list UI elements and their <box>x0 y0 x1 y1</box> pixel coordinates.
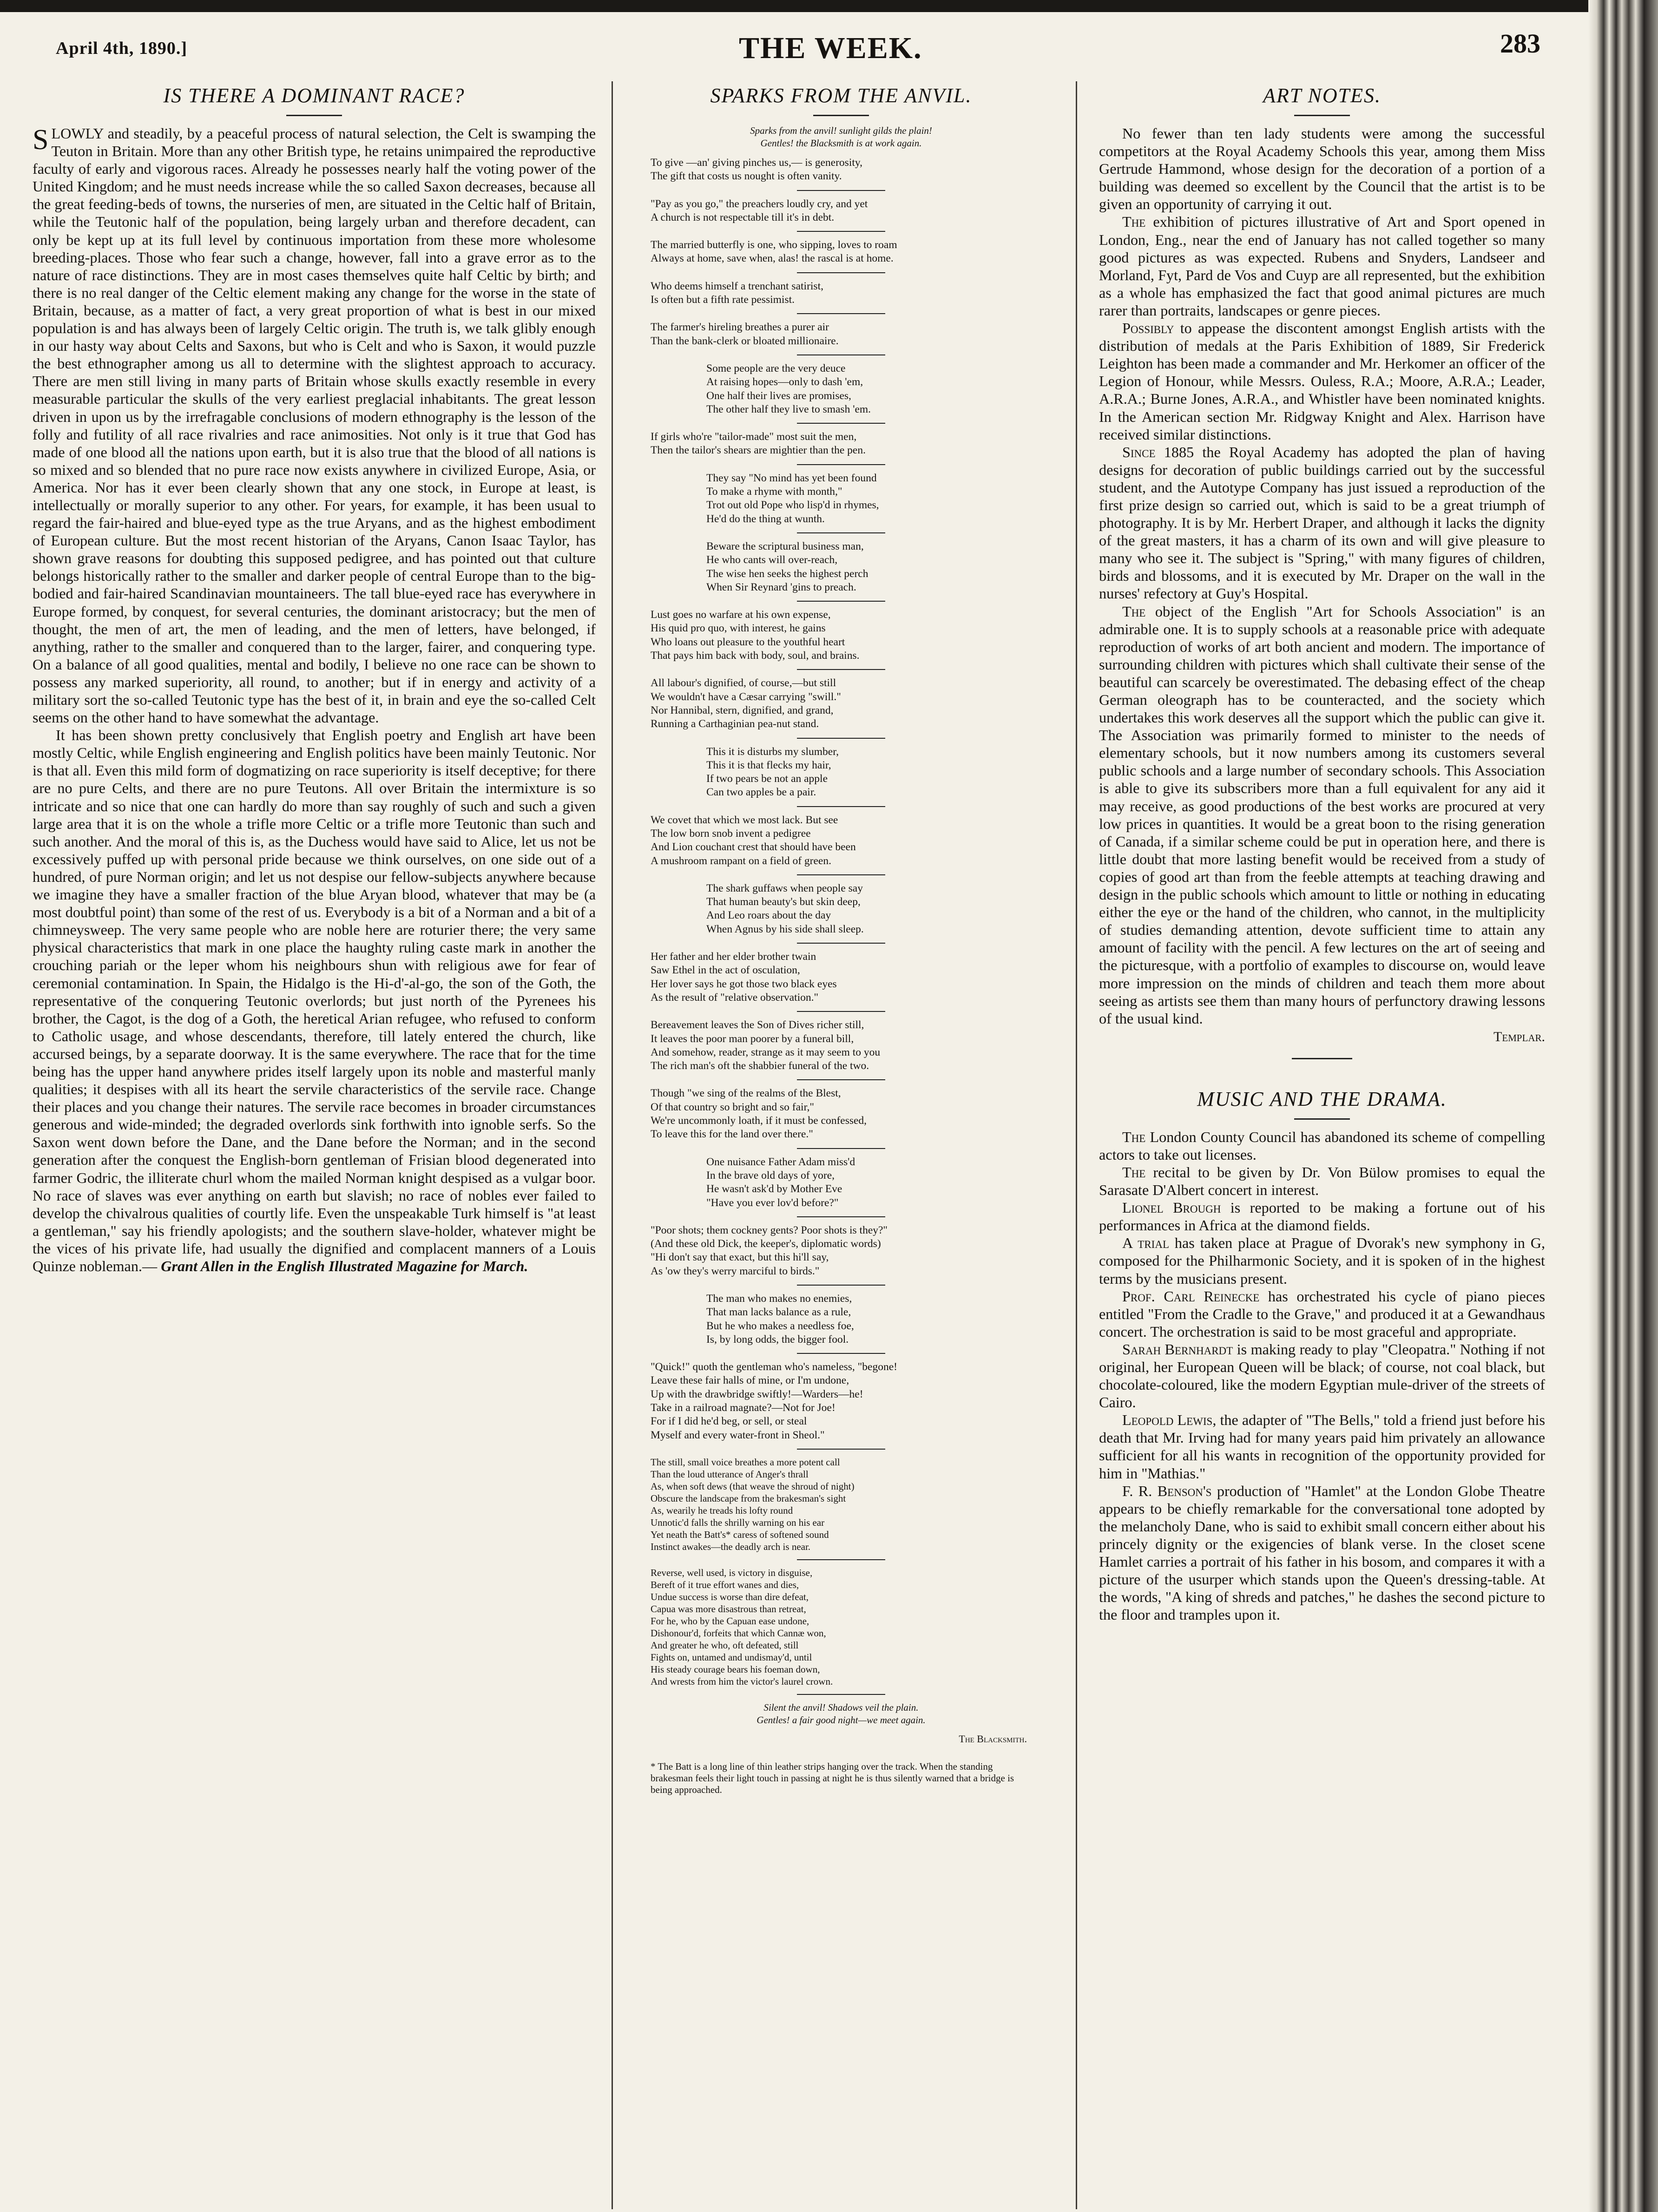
stanza-separator <box>797 1559 885 1560</box>
paragraph-lead: The <box>1122 1128 1146 1145</box>
verse-line: Beware the scriptural business man, <box>706 540 864 552</box>
verse-line: At raising hopes—only to dash 'em, <box>706 376 863 388</box>
music-drama-title: MUSIC AND THE DRAMA. <box>1197 1087 1447 1110</box>
stanza <box>651 238 1032 266</box>
stanza-separator <box>797 1216 885 1217</box>
verse-line: Though "we sing of the realms of the Blest, <box>651 1087 841 1100</box>
paragraph <box>1099 1234 1545 1287</box>
verse-line: Is often but a fifth rate pessimist. <box>651 294 795 306</box>
verse-line: Obscure the landscape from the brakesman's sight <box>651 1492 846 1504</box>
verse-line: Bereft of it true effort wanes and dies, <box>651 1579 799 1590</box>
verse-line: He wasn't ask'd by Mother Eve <box>706 1183 842 1195</box>
verse-line: We covet that which we most lack. But see <box>651 814 838 826</box>
paragraph <box>1099 1128 1545 1163</box>
verse-line: And Leo roars about the day <box>706 909 831 922</box>
verse-line: Unnotic'd falls the shrilly warning on his ear <box>651 1516 825 1528</box>
verse-line: That pays him back with body, soul, and brains. <box>651 650 860 662</box>
stanza-separator <box>797 190 885 191</box>
verse-line: The rich man's oft the shabbier funeral of the two. <box>651 1060 869 1072</box>
verse-line: As the result of "relative observation." <box>651 991 819 1004</box>
verse-line: They say "No mind has yet been found <box>706 472 877 484</box>
paragraph-lead: Prof. Carl Reinecke <box>1122 1287 1260 1305</box>
signature: The Blacksmith. <box>959 1733 1027 1745</box>
verse-line: One half their lives are promises, <box>706 389 851 402</box>
paragraph <box>1099 319 1545 443</box>
verse-line: To leave this for the land over there." <box>651 1128 813 1141</box>
verse-line: As 'ow they's werry marciful to birds." <box>651 1265 820 1277</box>
verse-line: That man lacks balance as a rule, <box>706 1306 851 1319</box>
paragraph-lead: The <box>1122 1163 1146 1181</box>
verse-line: Who deems himself a trenchant satirist, <box>651 280 823 292</box>
verse-line: And wrests from him the victor's laurel crown. <box>651 1675 833 1687</box>
stanza <box>651 362 1032 416</box>
paragraph <box>1099 125 1545 213</box>
stanza-separator <box>797 313 885 314</box>
art-notes-title: ART NOTES. <box>1263 84 1381 107</box>
paragraph-text: to appease the discontent amongst English artists with the distribution of medals at the Paris Exhibition of 1889, Sir Frederick Leighton has been made a commander and Mr. Herkomer an officer of the Legion of Honour, while Messrs. Ouless, R.A.; Moore, A.R.A.; Leader, A.R.A.; Burne Jones, A.R.A., and Whistler have been nominated knights. In the American section Mr. Ridgway Knight and Alex. Harrison have received similar distinctions. <box>1099 320 1545 443</box>
paragraph <box>1099 1482 1545 1624</box>
stanza-separator <box>797 874 885 875</box>
verse-line: Instinct awakes—the deadly arch is near. <box>651 1541 811 1552</box>
paragraph-text: the adapter of "The Bells," told a friend just before his death that Mr. Irving had for many years paid him privately an allowance sufficient for all his wants in recognition of the opportunity provided for him in "Mathias." <box>1099 1411 1545 1482</box>
paragraph-text: No fewer than ten lady students were among the successful competitors at the Royal Academy Schools this year, among them Miss Gertrude Hammond, whose design for the decoration of a portion of a building was deemed so excellent by the Council that the artist is to be given an opportunity of carrying it out. <box>1099 125 1545 213</box>
title-rule <box>286 115 342 116</box>
paragraph-lead: The <box>1122 603 1146 620</box>
verse-line: Than the loud utterance of Anger's thrall <box>651 1468 809 1480</box>
verse-line: Leave these fair halls of mine, or I'm undone, <box>651 1374 849 1387</box>
verse-line: Up with the drawbridge swiftly!—Warders—he! <box>651 1388 863 1400</box>
verse-line: This it is disturbs my slumber, <box>706 745 839 758</box>
stanza-separator <box>797 943 885 944</box>
verse-line: When Agnus by his side shall sleep. <box>706 923 864 935</box>
verse-line: For he, who by the Capuan ease undone, <box>651 1615 809 1627</box>
stanza <box>651 540 1032 594</box>
paragraph-text: exhibition of pictures illustrative of Art and Sport opened in London, Eng., near the end of January has not called together so many good pictures as was expected. Rubens and Snyders, Landseer and Morland, Fyt, Pard de Vos and Cuyp are all represented, but the exhibition as a whole has emphasized the fact that good animal pictures are much rarer than portraits, landscapes or genre pieces. <box>1099 213 1545 319</box>
verse-line: Trot out old Pope who lisp'd in rhymes, <box>706 499 879 512</box>
source-credit: Grant Allen in the English Illustrated Magazine for March. <box>161 1258 528 1274</box>
verse-line: "Hi don't say that exact, but this hi'll say, <box>651 1251 829 1264</box>
music-drama-body <box>1099 1128 1545 1624</box>
verse-line: The low born snob invent a pedigree <box>651 827 811 840</box>
verse-line: Lust goes no warfare at his own expense, <box>651 609 831 621</box>
stanza-separator <box>797 601 885 602</box>
verse-line: To give —an' giving pinches us,— is generosity, <box>651 157 862 169</box>
stanza-separator <box>797 423 885 424</box>
verse-line: Nor Hannibal, stern, dignified, and grand, <box>651 704 834 716</box>
paragraph-lead: F. R. Benson's <box>1122 1482 1212 1499</box>
verse-line: One nuisance Father Adam miss'd <box>706 1155 855 1168</box>
verse-line: Then the tailor's shears are mightier than the pen. <box>651 444 866 457</box>
title-rule <box>1294 115 1350 116</box>
issue-date: April 4th, 1890.] <box>56 39 187 58</box>
article-body <box>33 125 596 1275</box>
verse-line: Running a Carthaginian pea-nut stand. <box>651 718 819 730</box>
stanza-separator <box>797 464 885 465</box>
verse-line: Gentles! the Blacksmith is at work again. <box>760 138 922 149</box>
stanza-separator <box>797 1353 885 1354</box>
verse-line: The farmer's hireling breathes a purer air <box>651 321 829 334</box>
verse-line: His steady courage bears his foeman down, <box>651 1663 820 1675</box>
title-rule <box>813 115 869 116</box>
verse-line: A mushroom rampant on a field of green. <box>651 854 831 867</box>
column-rule-2 <box>1076 81 1077 2209</box>
stanza <box>651 472 1032 526</box>
verse-line: All labour's dignified, of course,—but still <box>651 677 836 689</box>
paragraph-lead: Possibly <box>1122 320 1174 337</box>
paragraph-2 <box>33 726 596 1275</box>
stanza <box>651 608 1032 663</box>
verse-line: The wise hen seeks the highest perch <box>706 567 868 580</box>
stanza <box>651 814 1032 868</box>
paragraph <box>1099 213 1545 319</box>
stanza-separator <box>797 738 885 739</box>
verse-line: Fights on, untamed and undismay'd, until <box>651 1651 812 1663</box>
verse-line: Some people are the very deuce <box>706 362 846 374</box>
stanza-separator <box>797 1148 885 1149</box>
epigraph <box>651 125 1032 150</box>
verse-line: As, wearily he treads his lofty round <box>651 1504 793 1516</box>
paragraph <box>1099 1287 1545 1340</box>
verse-line: Capua was more disastrous than retreat, <box>651 1603 806 1615</box>
stanza <box>651 280 1032 307</box>
paragraph-lead: A trial <box>1122 1234 1170 1252</box>
verse-line: "Have you ever lov'd before?" <box>706 1196 839 1209</box>
verse-line: The married butterfly is one, who sipping, loves to roam <box>651 239 897 251</box>
verse-line: Reverse, well used, is victory in disguise, <box>651 1567 813 1578</box>
verse-line: Take in a railroad magnate?—Not for Joe! <box>651 1402 836 1414</box>
verse-line: Undue success is worse than dire defeat, <box>651 1591 809 1602</box>
stanza <box>651 1155 1032 1210</box>
stanza-separator <box>797 231 885 232</box>
paragraph <box>1099 1163 1545 1199</box>
paragraph-lead: Since <box>1122 443 1156 460</box>
verse-line: (And these old Dick, the keeper's, diplomatic words) <box>651 1238 881 1250</box>
verse-line: Her lover says he got those two black eyes <box>651 978 837 990</box>
paragraph-text: is reported to be making a fortune out of his performances in Africa at the diamond fields. <box>1099 1199 1546 1234</box>
paragraph-text: 1885 the Royal Academy has adopted the plan of having designs for decoration of public buildings carried out by the successful student, and the Autotype Company has just issued a reproduction of the first prize design so carried out, which is said to be a great triumph of photography. It is by Mr. Herbert Draper, and although it lacks the dignity of the great masters, it has a charm of its own and will give pleasure to many who see it. The subject is "Spring," with many figures of children, birds and blossoms, and it is executed by Mr. Draper on the wall in the nurses' refectory at Guy's Hospital. <box>1099 443 1545 602</box>
verse-line: When Sir Reynard 'gins to preach. <box>706 581 856 593</box>
binding-spine <box>1588 0 1658 2212</box>
verse-line: Who loans out pleasure to the youthful heart <box>651 636 845 648</box>
verse-line: As, when soft dews (that weave the shroud of night) <box>651 1480 855 1492</box>
verse-line: The shark guffaws when people say <box>706 882 863 894</box>
verse-line: We wouldn't have a Cæsar carrying "swill." <box>651 690 841 703</box>
verse-line: If girls who're "tailor-made" most suit the men, <box>651 431 857 443</box>
stanza-list <box>651 156 1032 1695</box>
verse-line: Is, by long odds, the bigger fool. <box>706 1333 849 1346</box>
paragraph <box>1099 1411 1545 1482</box>
verse-line: That human beauty's but skin deep, <box>706 896 861 908</box>
verse-line: Sparks from the anvil! sunlight gilds the plain! <box>750 125 932 136</box>
stanza-separator <box>797 1694 885 1695</box>
paragraph <box>1099 1199 1545 1234</box>
verse-line: It leaves the poor man poorer by a funeral bill, <box>651 1032 854 1045</box>
article-title: IS THERE A DOMINANT RACE? <box>163 84 465 107</box>
stanza <box>651 1360 1032 1442</box>
verse-line: His quid pro quo, with interest, he gains <box>651 622 826 635</box>
section-rule <box>1292 1058 1352 1059</box>
stanza-separator <box>797 272 885 273</box>
paragraph-text: LOWLY and steadily, by a peaceful process of natural selection, the Celt is swamping the Teuton in Britain. More than any other British type, he retains unimpaired the reproductive faculty of early and vigorous races. Already he possesses nearly half the voting power of the United Kingdom; and he must needs increase while the so called Saxon decreases, because all the great feeding-beds of towns, the nurseries of men, are situated in the Celtic half of Britain, while the Teutonic half of the population, being largely urban and therefore decadent, can only be kept up at its full level by continuous importation from these more wholesome breeding-places. Those who fear such a change, however, fall into a grave error as to the nature of race distinctions. They are in most cases themselves quite half Celtic by birth; and there is no real danger of the Celtic element making any change for the worse in the state of Britain, because, as a matter of fact, a very great proportion of what is best in our mixed population is and has always been of largely Celtic origin. The truth is, we talk glibly enough in our hasty way about Celts and Saxons, but who is Celt and who is Saxon, it would puzzle the best ethnographer among us all to determine with the slightest approach to accuracy. There are men still living in many parts of Britain whose skulls exactly resemble in every measurable particular the skulls of the very earliest preglacial inhabitants. The great lesson driven in upon us by the irrefragable conclusions of modern ethnography is the lesson of the folly and futility of all race rivalries and race animosities. Not only is it true that God has made of one blood all the nations upon earth, but it is also true that the blood of all nations is so mixed and so blended that no pure race now exists anywhere in civilized Europe, Asia, or America. Nor has it ever been clearly shown that any one stock, in Europe at least, is intellectually or morally superior to any other. For years, for example, it has been usual to regard the fair-haired and blue-eyed type as the true Aryans, and as the highest embodiment of European culture. But the most recent historian of the Aryans, Canon Isaac Taylor, has shown grave reasons for doubting this supposed pedigree, and has pointed out that culture belongs historically rather to the smaller and darker people of central Europe than to the big-bodied and fair-haired Scandinavian mountaineers. The tall blue-eyed race has everywhere in Europe formed, by conquest, for several centuries, the dominant aristocracy; but the men of thought, the men of art, the men of leading, and the men of letters, have belonged, if anything, rather to the smaller and conquered than to the larger, fairer, and conquering type. On a balance of all good qualities, mental and bodily, I believe no one race can be shown to possess any marked superiority, all round, to another; but if in energy and activity of a military sort the so-called Teutonic type has the best of it, in brain and eye the so-called Celt seems on the other hand to have somewhat the advantage. <box>33 125 596 726</box>
verse-line: Always at home, save when, alas! the rascal is at home. <box>651 252 894 265</box>
paragraph-lead: The <box>1122 213 1146 230</box>
footnote: * The Batt is a long line of thin leather strips hanging over the track. When the standing brakesman feels their light touch in passing at night he is thus silently warned that a bridge is being approached. <box>651 1760 1014 1795</box>
paragraph-text: recital to be given by Dr. Von Bülow promises to equal the Sarasate D'Albert concert in interest. <box>1099 1163 1545 1199</box>
stanza <box>651 1292 1032 1346</box>
verse-line: "Quick!" quoth the gentleman who's nameless, "begone! <box>651 1361 897 1373</box>
drop-cap: S <box>33 124 49 156</box>
stanza-separator <box>797 669 885 670</box>
paragraph-text: production of "Hamlet" at the London Globe Theatre appears to be chiefly remarkable for the conversational tone adopted by the melancholy Dane, who is said to exhibit small concern either about his princely dignity or the exigencies of blank verse. In the closet scene Hamlet carries a portrait of his father in his bosom, and compares it with a picture of the usurper which stands upon the Queen's dressing-table. At the words, "A king of shreds and patches," he dashes the second picture to the floor and tramples upon it. <box>1099 1482 1545 1623</box>
stanza <box>651 1224 1032 1278</box>
verse-line: The gift that costs us nought is often vanity. <box>651 170 842 183</box>
stanza <box>651 950 1032 1004</box>
verse-line: Saw Ethel in the act of osculation, <box>651 964 800 977</box>
verse-line: A church is not respectable till it's in debt. <box>651 211 835 223</box>
verse-line: For if I did he'd beg, or sell, or steal <box>651 1415 807 1428</box>
verse-line: Silent the anvil! Shadows veil the plain. <box>763 1701 919 1713</box>
verse-line: And greater he who, oft defeated, still <box>651 1639 799 1651</box>
stanza <box>651 676 1032 731</box>
verse-line: In the brave old days of yore, <box>706 1169 835 1181</box>
stanza <box>651 882 1032 936</box>
paragraph-1 <box>33 125 596 726</box>
verse-line: The man who makes no enemies, <box>706 1293 852 1305</box>
right-column <box>1099 79 1545 1623</box>
verse-line: The other half they live to smash 'em. <box>706 403 871 415</box>
stanza <box>651 197 1032 225</box>
stanza-separator <box>797 1285 885 1286</box>
stanza <box>651 1567 1032 1687</box>
stanza <box>651 1087 1032 1141</box>
article-title: SPARKS FROM THE ANVIL. <box>710 84 972 107</box>
verse-line: But he who makes a needless foe, <box>706 1319 854 1332</box>
signature: Templar. <box>1493 1029 1545 1044</box>
verse-line: And Lion couchant crest that should have been <box>651 841 856 853</box>
paragraph <box>1099 1340 1545 1411</box>
art-notes-body <box>1099 125 1545 1027</box>
paragraph-lead: Sarah Bernhardt <box>1122 1340 1233 1358</box>
verse-line: "Pay as you go," the preachers loudly cry, and yet <box>651 197 868 210</box>
verse-line: To make a rhyme with month," <box>706 486 842 498</box>
stanza <box>651 1456 1032 1553</box>
article-sparks <box>651 79 1032 1796</box>
paragraph-text: has orchestrated his cycle of piano pieces entitled "From the Cradle to the Grave," and produced it at a Gewandhaus concert. The orchestration is said to be most graceful and appropriate. <box>1099 1287 1545 1340</box>
paragraph-lead: Leopold Lewis, <box>1122 1411 1217 1429</box>
verse-line: Gentles! a fair good night—we meet again. <box>757 1714 926 1726</box>
masthead-title: THE WEEK. <box>739 31 922 65</box>
closing-lines <box>651 1701 1032 1726</box>
page-number: 283 <box>1500 28 1540 59</box>
top-edge-band <box>0 0 1658 12</box>
stanza <box>651 1018 1032 1073</box>
stanza-separator <box>797 1011 885 1012</box>
stanza-separator <box>797 1449 885 1450</box>
verse-line: Her father and her elder brother twain <box>651 951 816 963</box>
verse-line: Of that country so bright and so fair," <box>651 1101 814 1113</box>
verse-line: Than the bank-clerk or bloated millionaire. <box>651 335 839 347</box>
verse-line: He who cants will over-reach, <box>706 554 838 566</box>
paragraph-text: is making ready to play "Cleopatra." Nothing if not original, her European Queen will be black; of course, not coal black, but chocolate-coloured, like the modern Egyptian mule-driver of the streets of Cairo. <box>1099 1340 1545 1411</box>
column-rule-1 <box>612 81 613 2209</box>
stanza <box>651 430 1032 458</box>
verse-line: Dishonour'd, forfeits that which Cannæ won, <box>651 1627 826 1639</box>
paragraph-text: It has been shown pretty conclusively that English poetry and English art have been mostly Celtic, while English engineering and English politics have been mainly Teutonic. Nor is that all. Even this mild form of dogmatizing on race superiority is itself deceptive; for there are no pure Celts, and there are no pure Teutons. All over Britain the intermixture is so intricate and so nice that one can hardly do more than say roughly of such and such a given large area that it is on the whole a trifle more Celtic or a trifle more Teutonic than such and such another. And the moral of this is, as the Duchess would have said to Alice, let us not be excessively puffed up with personal pride because we think ourselves, on one side out of a hundred, of pure Norman origin; and let us not despise our fellow-subjects anywhere because we imagine they have a smaller fraction of the blue Aryan blood, whatever that may be (a most doubtful point) than some of the rest of us. Everybody is a bit of a Norman and a bit of a chimneysweep. The very same people who are noble here are roturier there; the very same physical characteristics that mark in one place the haughty ruling caste mark in another the crouching pariah or the leper whom his neighbours shun with religious awe for fear of ceremonial contamination. In Spain, the Hidalgo is the Hi-d'-al-go, the son of the Goth, the representative of the conquering Teutonic overlords; but just north of the Pyrenees his brother, the Cagot, is the dog of a Goth, the heretical Arian refugee, who refused to conform to Catholic usage, and whose descendants, therefore, till lately entered the church, like accursed beings, by a separate doorway. It is the same everywhere. The race that for the time being has the upper hand anywhere prides itself largely upon its noble and masterful manly qualities; it despises with all its heart the servile characteristics of the servile race. Change their places and you change their natures. The servile race becomes in broader circumstances generous and wide-minded; the degraded overlords sink forthwith into ignoble serfs. So the Saxon went down before the Dane, and the Dane before the Norman; and in the second generation after the conquest the English-born gentleman of Frisian blood degenerated into farmer Godric, the illiterate churl whom the mailed Norman knight despised as a vulgar boor. No race of slaves was ever anything on earth but slavish; no race of nobles ever failed to develop the chivalrous qualities of courtly life. Even the unspeakable Turk himself is "at least a gentleman," say his friendly apologists; and the southern slave-holder, whatever might be the vices of his private life, had usually the dignified and complacent manners of a Louis Quinze nobleman.— <box>33 727 596 1274</box>
verse-line: Yet neath the Batt's* caress of softened sound <box>651 1529 829 1540</box>
paragraph-text: has taken place at Prague of Dvorak's new symphony in G, composed for the Philharmonic Society, and it is spoken of in the highest terms by the musicians present. <box>1099 1234 1545 1287</box>
verse-line: And somehow, reader, strange as it may seem to you <box>651 1046 881 1058</box>
verse-line: "Poor shots; them cockney gents? Poor shots is they?" <box>651 1224 888 1236</box>
verse-line: This it is that flecks my hair, <box>706 759 831 771</box>
stanza-separator <box>797 532 885 533</box>
title-rule <box>1294 1118 1350 1120</box>
stanza <box>651 156 1032 184</box>
verse-line: The still, small voice breathes a more potent call <box>651 1456 840 1468</box>
paragraph <box>1099 603 1545 1027</box>
stanza-separator <box>797 354 885 355</box>
paragraph-text: London County Council has abandoned its scheme of compelling actors to take out licenses. <box>1099 1128 1546 1163</box>
paragraph-lead: Lionel Brough <box>1122 1199 1221 1216</box>
stanza-separator <box>797 806 885 807</box>
stanza-separator <box>797 1079 885 1080</box>
paragraph <box>1099 443 1545 603</box>
stanza <box>651 321 1032 348</box>
article-dominant-race <box>33 79 596 1275</box>
verse-line: Bereavement leaves the Son of Dives richer still, <box>651 1019 864 1031</box>
verse-line: We're uncommonly loath, if it must be confessed, <box>651 1115 867 1127</box>
verse-line: He'd do the thing at wunth. <box>706 512 825 525</box>
verse-line: Can two apples be a pair. <box>706 786 816 799</box>
stanza <box>651 745 1032 800</box>
paragraph-text: object of the English "Art for Schools Association" is an admirable one. It is to supply schools at a reasonable price with adequate reproduction of works of art both ancient and modern. The importance of surrounding children with pictures which shall cultivate their sense of the beautiful can scarcely be overestimated. The debasing effect of the cheap German oleograph has to be counteracted, and the society which undertakes this work deserves all the support which the public can give it. The Association was primarily formed to minister to the needs of elementary schools, but it now numbers among its customers several public schools and a large number of secondary schools. This Association is able to give its subscribers more than a full equivalent for any aid it may receive, as good productions of the best works are procured at very low prices in quantities. It would be a great boon to the rising generation of Canada, if a similar scheme could be put in operation here, and there is little doubt that more lasting benefit would be received from a study of copies of good art than from the feeble attempts at teaching drawing and design in the public schools which amount to little or nothing in educating either the eye or the hand of the children, who cannot, in the multiplicity of studies demanding attention, devote sufficient time to attain any amount of facility with the pencil. A few lectures on the art of seeing and the picturesque, with a portfolio of examples to discourse on, would leave more impression on the minds of children and teach them more about seeing as artists see them than many hours of perfunctory drawing lessons of the usual kind. <box>1099 603 1546 1027</box>
verse-line: Myself and every water-front in Sheol." <box>651 1429 825 1441</box>
verse-line: If two pears be not an apple <box>706 773 828 785</box>
